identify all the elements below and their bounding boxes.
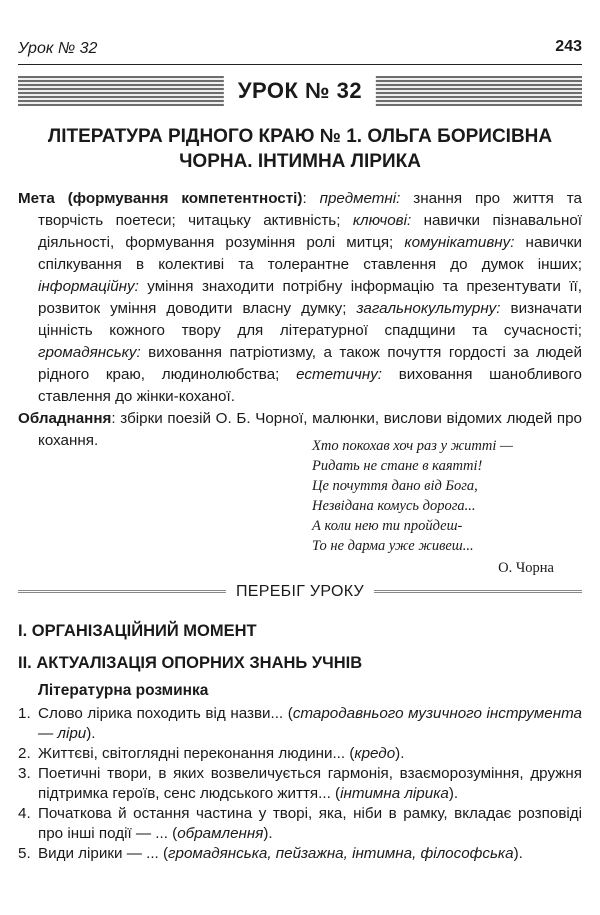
goal-subject-label: предметні:: [319, 190, 401, 207]
lesson-title-line-1: ЛІТЕРАТУРА РІДНОГО КРАЮ № 1. ОЛЬГА БОРИСІВНА: [47, 126, 553, 147]
subsection-heading: Літературна розминка: [38, 682, 209, 699]
goal-info-label: інформаційну:: [38, 278, 139, 295]
goal-label: Мета (формування компетентності): [18, 190, 303, 207]
lesson-banner: [18, 76, 582, 106]
goal-aesthetic-text: виховання шанобливого ставлення до жінки-коханої.: [38, 366, 582, 405]
running-title: Урок № 32: [18, 40, 98, 57]
goal-key-label: ключові:: [352, 212, 412, 229]
epigraph-line: А коли нею ти пройдеш-: [312, 518, 463, 534]
lesson-title: [20, 124, 580, 174]
goal-comm-text: навички спілкування в колективі та толерантне ставлення до думок інших;: [38, 234, 582, 273]
section-heading-2: II. АКТУАЛІЗАЦІЯ ОПОРНИХ ЗНАНЬ УЧНІВ: [18, 654, 363, 672]
goal-culture-text: визначати цінність кожного твору для літературної спадщини та сучасності;: [38, 300, 583, 339]
item-answer: кредо: [354, 745, 396, 762]
item-tail: ).: [448, 785, 459, 802]
goal-aesthetic-label: естетичну:: [296, 366, 383, 383]
item-number: 5.: [18, 845, 31, 862]
epigraph-line: Хто покохав хоч раз у житті —: [312, 438, 513, 454]
epigraph-line: Це почуття дано від Бога,: [312, 478, 478, 494]
goal-key-text: навички пізнавальної діяльності, формування розуміння ролі митця;: [38, 212, 583, 251]
list-item: [18, 844, 582, 864]
lesson-goals: [18, 188, 582, 452]
list-item: [18, 744, 582, 764]
item-tail: ).: [395, 745, 405, 762]
list-item: [18, 804, 582, 844]
item-number: 2.: [18, 745, 31, 762]
list-item: [18, 704, 582, 744]
goal-paragraph: [18, 188, 582, 408]
item-text: Види лірики — ... (: [38, 845, 169, 862]
list-item: [18, 764, 582, 804]
progress-banner-label: ПЕРЕБІГ УРОКУ: [226, 580, 374, 604]
equipment-text: : збірки поезій О. Б. Чорної, малюнки, вислови відомих людей про кохання.: [38, 410, 582, 449]
lesson-banner-label: УРОК № 32: [224, 76, 376, 106]
running-header: [18, 36, 582, 65]
lesson-title-line-2: ЧОРНА. ІНТИМНА ЛІРИКА: [179, 151, 421, 172]
equipment-label: Обладнання: [18, 410, 112, 427]
section-heading-1: I. ОРГАНІЗАЦІЙНИЙ МОМЕНТ: [18, 622, 257, 640]
progress-banner: [18, 580, 582, 604]
question-list: [18, 704, 582, 864]
item-number: 1.: [18, 705, 31, 722]
goal-culture-label: загальнокультурну:: [356, 300, 501, 317]
item-answer: стародавнього музичного інструмента — ліри: [38, 705, 582, 742]
goal-colon: :: [302, 190, 320, 207]
item-tail: ).: [86, 725, 96, 742]
item-text: Початкова й остання частина у творі, яка, ніби в рамку, вкладає розповіді про інші події — ... (: [38, 805, 582, 842]
epigraph-author: О. Чорна: [498, 560, 554, 576]
epigraph-line: Незвідана комусь дорога...: [312, 498, 476, 514]
goal-civic-text: виховання патріотизму, а також почуття гордості за людей рідного краю, людинолюбства;: [38, 344, 582, 383]
item-answer: громадянська, пейзажна, інтимна, філософська: [168, 845, 514, 862]
goal-subject-text: знання про життя та творчість поетеси; читацьку активність;: [38, 190, 582, 229]
item-text: Життєві, світоглядні переконання людини... (: [38, 745, 355, 762]
item-text: Поетичні твори, в яких возвеличується гармонія, взаєморозуміння, дружня підтримка героїв, сенс людського життя... (: [38, 765, 582, 802]
epigraph-line: Ридать не стане в каятті!: [312, 458, 483, 474]
item-answer: інтимна лірика: [340, 785, 449, 802]
goal-comm-label: комунікативну:: [404, 234, 515, 251]
item-answer: обрамлення: [177, 825, 264, 842]
item-number: 4.: [18, 805, 31, 822]
page-number: 243: [555, 38, 582, 55]
epigraph-line: То не дарма уже живеш...: [312, 538, 474, 554]
epigraph: [312, 436, 562, 578]
item-number: 3.: [18, 765, 31, 782]
item-tail: ).: [263, 825, 273, 842]
goal-info-text: уміння знаходити потрібну інформацію та презентувати її, розвиток уміння доводити власну думку;: [38, 278, 582, 317]
item-text: Слово лірика походить від назви... (: [38, 705, 293, 722]
goal-civic-label: громадянську:: [38, 344, 141, 361]
item-tail: ).: [513, 845, 523, 862]
